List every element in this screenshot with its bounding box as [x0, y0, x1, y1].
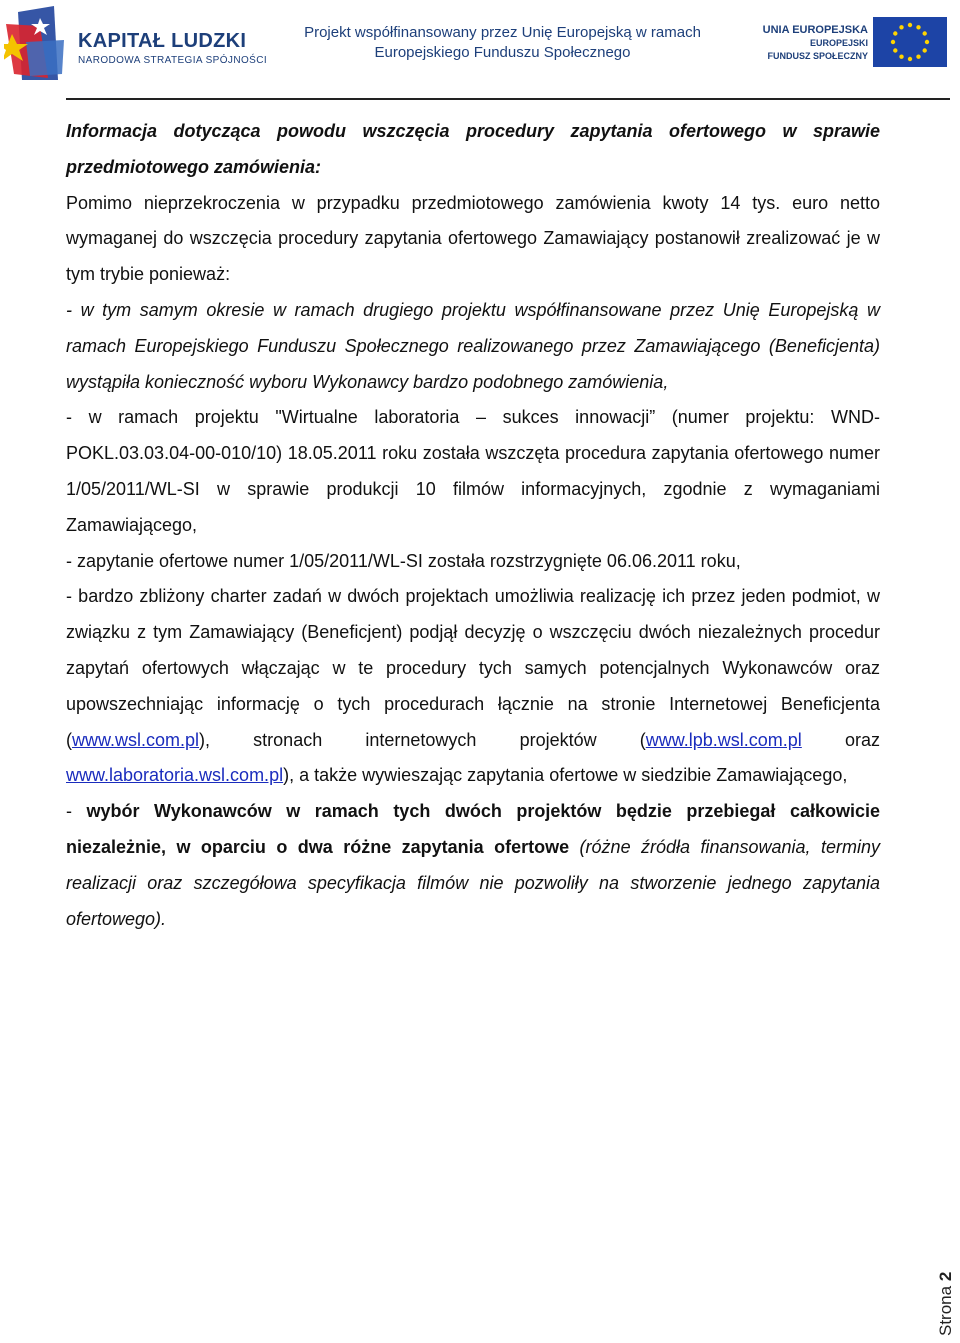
link-lpb-wsl[interactable]: www.lpb.wsl.com.pl	[645, 729, 802, 750]
bullet-independent-selection	[66, 794, 880, 937]
header-divider	[66, 98, 950, 100]
kapital-ludzki-subtitle: NARODOWA STRATEGIA SPÓJNOŚCI	[78, 55, 268, 66]
bullet-two-procedures-text-2: ), stronach internetowych projektów (	[199, 729, 646, 750]
page-header	[0, 0, 960, 100]
bullet-independent-bold: wybór Wykonawców w ramach tych dwóch projektów będzie przebiegał całkowicie niezależnie, w oparciu o dwa różne zapytania ofertowe	[66, 801, 880, 857]
eu-logo-line-1: UNIA EUROPEJSKA	[762, 24, 868, 36]
link-laboratoria-wsl[interactable]: www.laboratoria.wsl.com.pl	[66, 765, 284, 786]
bullet-two-procedures	[66, 579, 880, 794]
bullet-virtual-labs: - w ramach projektu "Wirtualne laboratoria – sukces innowacji” (numer projektu: WND-POKL.03.03.04-00-010/10) 18.05.2011 roku została wszczęta procedura zapytania ofertowego numer 1/05/2011/WL-SI w sprawie produkcji 10 filmów informacyjnych, zgodnie z wymaganiami Zamawiającego,	[66, 407, 880, 535]
kapital-ludzki-logo	[4, 4, 268, 84]
eu-logo-text	[762, 23, 868, 63]
eu-logo-line-3: FUNDUSZ SPOŁECZNY	[767, 51, 868, 61]
bullet-two-procedures-text-3: oraz	[801, 729, 880, 750]
kapital-ludzki-title: KAPITAŁ LUDZKI	[78, 30, 247, 52]
eu-flag-icon	[873, 17, 947, 67]
bullet-independent-rest: (różne źródła finansowania, terminy realizacji oraz szczegółowa specyfikacja filmów nie pozwoliły na stworzenie jednego zapytania ofertowego).	[66, 836, 880, 929]
page-label: Strona	[936, 1285, 955, 1336]
page-number-value: 2	[936, 1271, 955, 1282]
kapital-ludzki-flag-icon	[4, 4, 66, 82]
header-line-1: Projekt współfinansowany przez Unię Europejską w ramach	[304, 24, 701, 41]
document-body	[66, 114, 880, 937]
eu-logo-line-2: EUROPEJSKI	[809, 38, 868, 48]
bullet-two-procedures-text-4: ), a także wywieszając zapytania ofertowe w siedzibie Zamawiającego,	[283, 765, 848, 786]
section-heading: Informacja dotycząca powodu wszczęcia procedury zapytania ofertowego w sprawie przedmiotowego zamówienia:	[66, 121, 880, 177]
page-number	[936, 1272, 956, 1336]
link-wsl[interactable]: www.wsl.com.pl	[72, 729, 200, 750]
header-line-2: Europejskiego Funduszu Społecznego	[374, 44, 631, 61]
bullet-dash: -	[66, 801, 87, 822]
bullet-resolved: - zapytanie ofertowe numer 1/05/2011/WL-SI została rozstrzygnięte 06.06.2011 roku,	[66, 550, 741, 571]
bullet-other-project: - w tym samym okresie w ramach drugiego projektu współfinansowane przez Unię Europejską w ramach Europejskiego Funduszu Społecznego realizowanego przez Zamawiającego (Beneficjenta) wystąpiła konieczność wyboru Wykonawcy bardzo podobnego zamówienia,	[66, 299, 880, 392]
intro-paragraph: Pomimo nieprzekroczenia w przypadku przedmiotowego zamówienia kwoty 14 tys. euro netto wymaganej do wszczęcia procedury zapytania ofertowego Zamawiający postanowił zrealizować je w tym trybie ponieważ:	[66, 192, 880, 285]
header-project-info	[300, 23, 705, 63]
bullet-two-procedures-text-1: - bardzo zbliżony charter zadań w dwóch projektach umożliwia realizację ich przez jeden podmiot, w związku z tym Zamawiający (Beneficjent) podjął decyzję o wszczęciu dwóch niezależnych procedur zapytań ofertowych włączając w te procedury tych samych potencjalnych Wykonawców oraz upowszechniając informację o tych procedurach łącznie na stronie Internetowej Beneficjenta (	[66, 586, 880, 750]
